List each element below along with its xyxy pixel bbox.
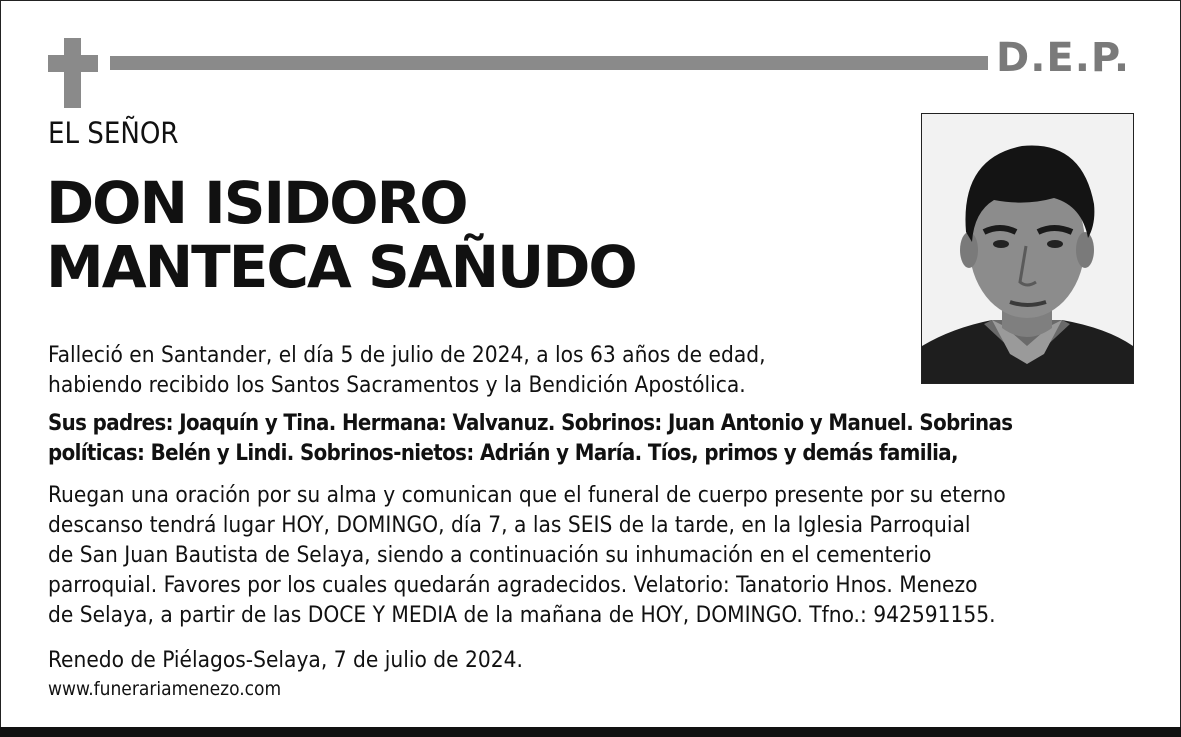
death-notice-line: Falleció en Santander, el día 5 de julio de 2024, a los 63 años de edad, bbox=[48, 342, 766, 368]
funeral-paragraph bbox=[48, 480, 1006, 630]
header-rule bbox=[110, 56, 988, 70]
funeral-line: de San Juan Bautista de Selaya, siendo a continuación su inhumación en el cementerio bbox=[48, 542, 932, 568]
name-line-2: MANTECA SAÑUDO bbox=[46, 233, 636, 301]
portrait-photo bbox=[921, 113, 1134, 384]
family-line: Sus padres: Joaquín y Tina. Hermana: Valvanuz. Sobrinos: Juan Antonio y Manuel. Sobrinas bbox=[48, 411, 1013, 436]
deceased-name bbox=[46, 171, 636, 299]
name-line-1: DON ISIDORO bbox=[46, 169, 467, 237]
death-notice-paragraph bbox=[48, 340, 766, 400]
funeral-line: Ruegan una oración por su alma y comunican que el funeral de cuerpo presente por su eterno bbox=[48, 482, 1006, 508]
place-date: Renedo de Piélagos-Selaya, 7 de julio de 2024. bbox=[48, 647, 523, 673]
funeral-line: descanso tendrá lugar HOY, DOMINGO, día 7, a las SEIS de la tarde, en la Iglesia Parroquial bbox=[48, 512, 971, 538]
family-line: políticas: Belén y Lindi. Sobrinos-nietos: Adrián y María. Tíos, primos y demás familia, bbox=[48, 441, 958, 466]
cross-icon-bar bbox=[48, 55, 98, 72]
cross-icon bbox=[64, 38, 81, 108]
website-link[interactable]: www.funerariamenezo.com bbox=[48, 678, 282, 700]
bottom-rule bbox=[0, 727, 1181, 737]
death-notice-line: habiendo recibido los Santos Sacramentos y la Bendición Apostólica. bbox=[48, 372, 746, 398]
family-paragraph bbox=[48, 409, 1012, 469]
honorific: EL SEÑOR bbox=[48, 116, 179, 150]
dep-label: D.E.P. bbox=[996, 35, 1131, 81]
portrait-illustration bbox=[922, 114, 1133, 383]
funeral-line: parroquial. Favores por los cuales quedarán agradecidos. Velatorio: Tanatorio Hnos. Menezo bbox=[48, 572, 978, 598]
funeral-line: de Selaya, a partir de las DOCE Y MEDIA de la mañana de HOY, DOMINGO. Tfno.: 942591155. bbox=[48, 602, 996, 628]
